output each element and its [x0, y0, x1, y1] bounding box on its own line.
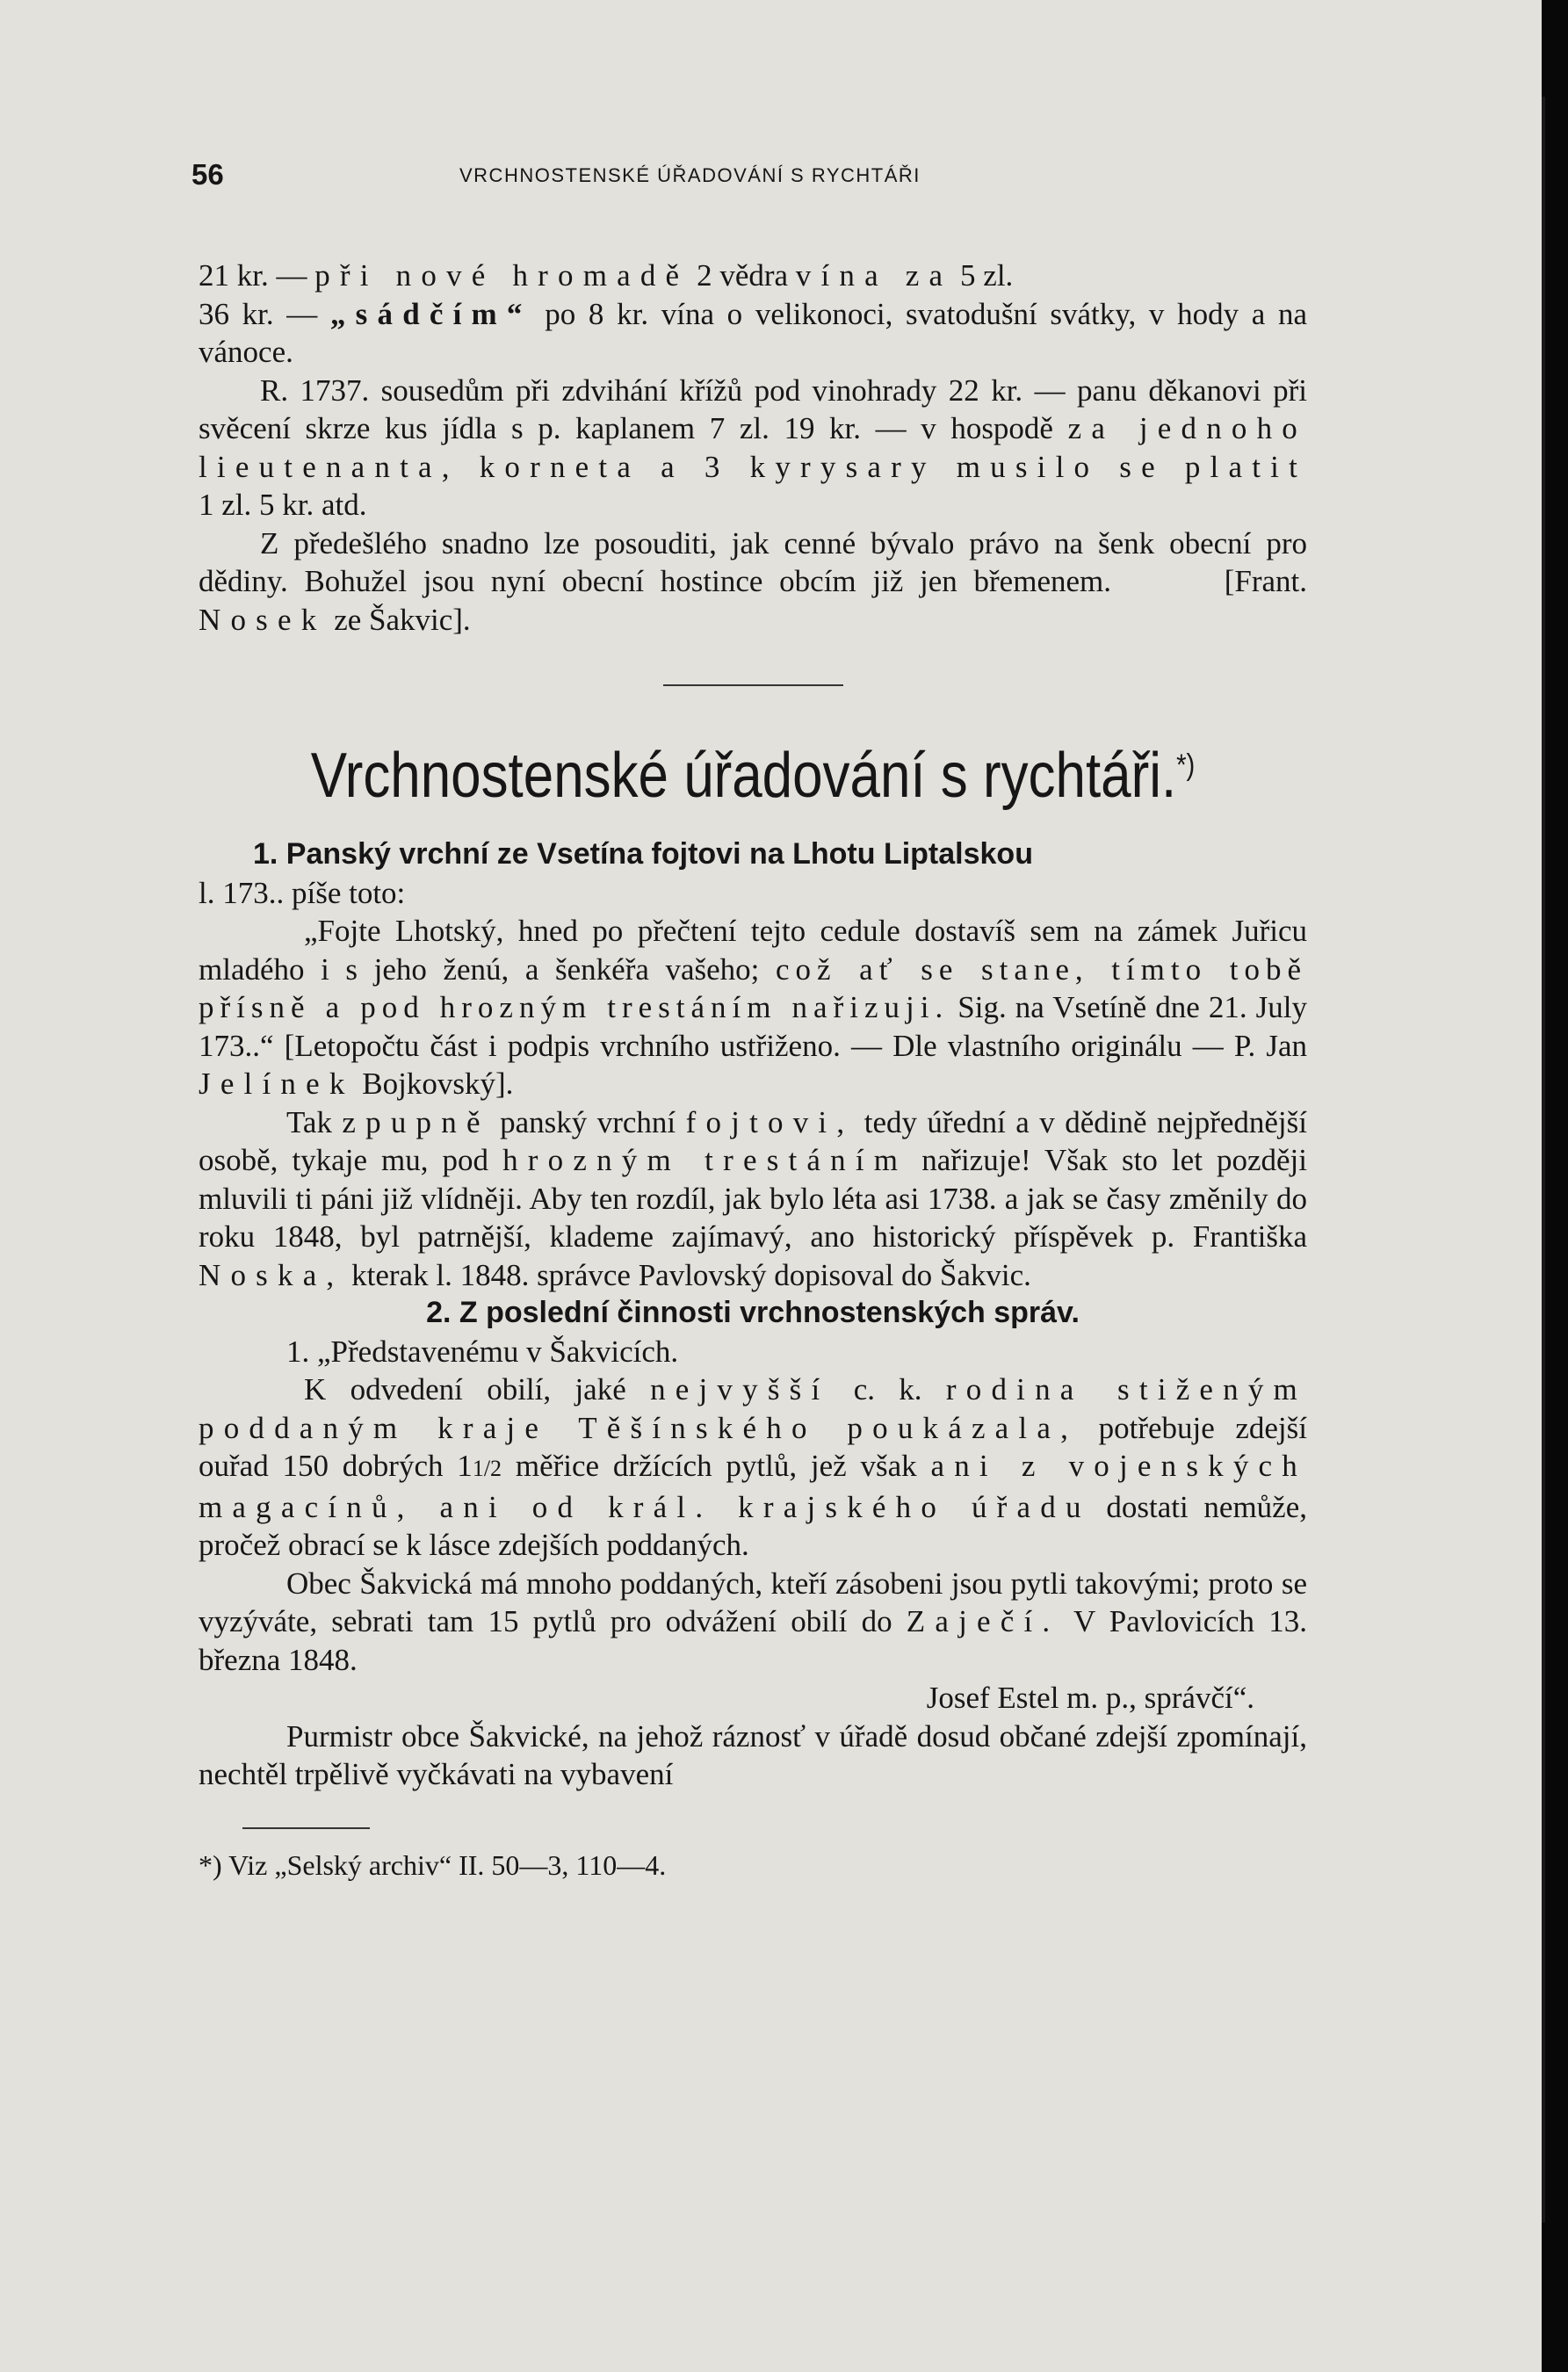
footnote-marker: *) [199, 1848, 222, 1881]
footnote-text: Viz „Selský archiv“ II. 50—3, 110—4. [221, 1848, 667, 1881]
text-run: nařizuje! Však sto let později mluvili ti páni již vlídněji. Aby ten rozdíl, jak bylo léta asi 1738. a jak se časy změnily do roku 1848, byl patrnější, klademe zajímavý, ano historický příspěvek p. Františka [199, 1143, 1307, 1254]
text-run: c. k. [829, 1372, 946, 1407]
text-run: V Pavlovicích 13. března 1848. [199, 1604, 1307, 1677]
section-1-heading-tail [199, 874, 1307, 913]
text-run: Purmistr obce Šakvické, na jehož ráznosť v úřadě dosud občané zdejší zpomínají, nechtěl trpělivě vyčkávati na vybavení [199, 1718, 1307, 1791]
spaced-text: nejvyšší [650, 1372, 830, 1407]
text-run: kterak l. 1848. správce Pavlovský dopisoval do Šakvic. [343, 1257, 1031, 1292]
section-divider [663, 684, 843, 686]
chapter-title-text: Vrchnostenské úřadování s rychtáři. [310, 741, 1177, 811]
spaced-text: při nové hromadě [314, 258, 690, 293]
footnote-rule [242, 1827, 370, 1829]
text-run: potřebuje zdejší ouřad 150 dobrých 1 [199, 1410, 1307, 1483]
section-2-heading [199, 1294, 1307, 1333]
text-run: Bojkovský]. [354, 1067, 514, 1101]
section-1-heading [199, 835, 1307, 874]
text-run: 2 vědra [689, 258, 796, 293]
text-run: po 8 kr. vína o velikonoci, svatodušní svátky, v hody a na vánoce. [199, 296, 1307, 369]
text-run: dostati nemůže, pročež obrací se k lásce zdejších poddaných. [199, 1489, 1307, 1562]
paragraph-mayor [199, 1718, 1307, 1794]
fraction: 1/2 [472, 1456, 502, 1481]
text-run: Sig. na Vsetíně dne 21. July 173..“ [Letopočtu část i podpis vrchního ustřiženo. — Dle vlastního originálu — P. Jan [199, 990, 1308, 1063]
text-run: 5 zl. [952, 258, 1014, 293]
text-run: Obec Šakvická má mnoho poddaných, kteří zásobeni jsou pytli takovými; proto se vyzýváte, sebrati tam 15 pytlů pro odvážení obilí do [199, 1566, 1307, 1638]
footnote-marker: *) [1176, 748, 1196, 782]
spaced-text: rodina stiženým poddaným kraje Těšínského poukázala, [199, 1372, 1307, 1445]
text-run: panský vrchní [489, 1104, 686, 1139]
paragraph-wine-1 [199, 257, 1307, 372]
footnote [199, 1847, 1307, 1885]
paragraph-letter [199, 912, 1307, 1103]
spaced-text: Jelínek [199, 1067, 355, 1101]
text-run: ze Šakvic]. [326, 602, 471, 637]
text-run: Tak [286, 1104, 343, 1139]
text-run: l. 173.. píše toto: [199, 875, 406, 910]
text-run: R. 1737. sousedům při zdvihání křížů pod vinohrady 22 kr. — panu děkanovi při svěcení skrze kus jídla s p. kaplanem 7 zl. 19 kr. — v hospodě [199, 372, 1307, 445]
paragraph-grain [199, 1370, 1307, 1565]
spaced-text: fojtovi, [685, 1104, 855, 1139]
text-run: Josef Estel m. p., správčí“. [926, 1681, 1254, 1715]
text-run: měřice držících pytlů, jež však [502, 1449, 931, 1483]
scan-edge-line [1542, 97, 1545, 2223]
spaced-text: zpupně [342, 1104, 490, 1139]
running-head [191, 158, 1307, 193]
paragraph-summary [199, 524, 1307, 640]
spaced-text: za jednoho lieutenanta, korneta a 3 kyrysary musilo se platit [199, 411, 1308, 484]
paragraph-commentary [199, 1103, 1307, 1295]
chapter-title [276, 728, 1229, 813]
heading-text: 1. Panský vrchní ze Vsetína fojtovi na Lhotu Liptalskou [253, 837, 1033, 871]
spaced-text: Zaječí. [906, 1604, 1060, 1638]
spaced-text: vína za [795, 258, 953, 293]
spaced-text: „sádčím“ [329, 296, 532, 331]
spaced-text: což ať se stane, tímto tobě přísně a pod hrozným trestáním nařizuji. [199, 951, 1307, 1024]
text-run: tedy úřední a v dědině nejpřednější osobě, tykaje mu, pod [199, 1104, 1307, 1177]
spaced-text: Noska, [199, 1257, 344, 1292]
paragraph-sacks [199, 1565, 1307, 1680]
text-run: Z předešlého snadno lze posouditi, jak cenné bývalo právo na šenk obecní pro dědiny. Bohužel jsou nyní obecní hostince obcím již jen břemenem. [199, 525, 1307, 598]
text-run: 36 kr. — [199, 296, 330, 331]
text-run: K odvedení obilí, jaké [304, 1372, 651, 1407]
page-body [199, 257, 1307, 1884]
spaced-text: hrozným trestáním [502, 1143, 908, 1177]
text-run: 21 kr. — [199, 258, 315, 293]
text-run: „Fojte Lhotský, hned po přečtení tejto cedule dostavíš sem na zámek Juřicu mladého i s jeho ženú, a šenkéřa vašeho; [199, 914, 1307, 987]
scan-edge [1542, 0, 1568, 2372]
text-run: [Frant. [1224, 564, 1307, 598]
text-run: 1. „Představenému v Šakvicích. [286, 1334, 679, 1369]
spaced-text: Nosek [199, 602, 327, 637]
heading-text: 2. Z poslední činnosti vrchnostenských správ. [426, 1296, 1080, 1329]
letter-signature [199, 1679, 1307, 1718]
spaced-text: ani z vojenských magacínů, ani od král. krajského úřadu [199, 1449, 1307, 1524]
paragraph-1737 [199, 372, 1307, 524]
letter-salutation [199, 1333, 1307, 1371]
text-run: 1 zl. 5 kr. atd. [199, 488, 367, 522]
page-number: 56 [191, 158, 224, 191]
running-title: VRCHNOSTENSKÉ ÚŘADOVÁNÍ S RYCHTÁŘI [459, 164, 921, 186]
